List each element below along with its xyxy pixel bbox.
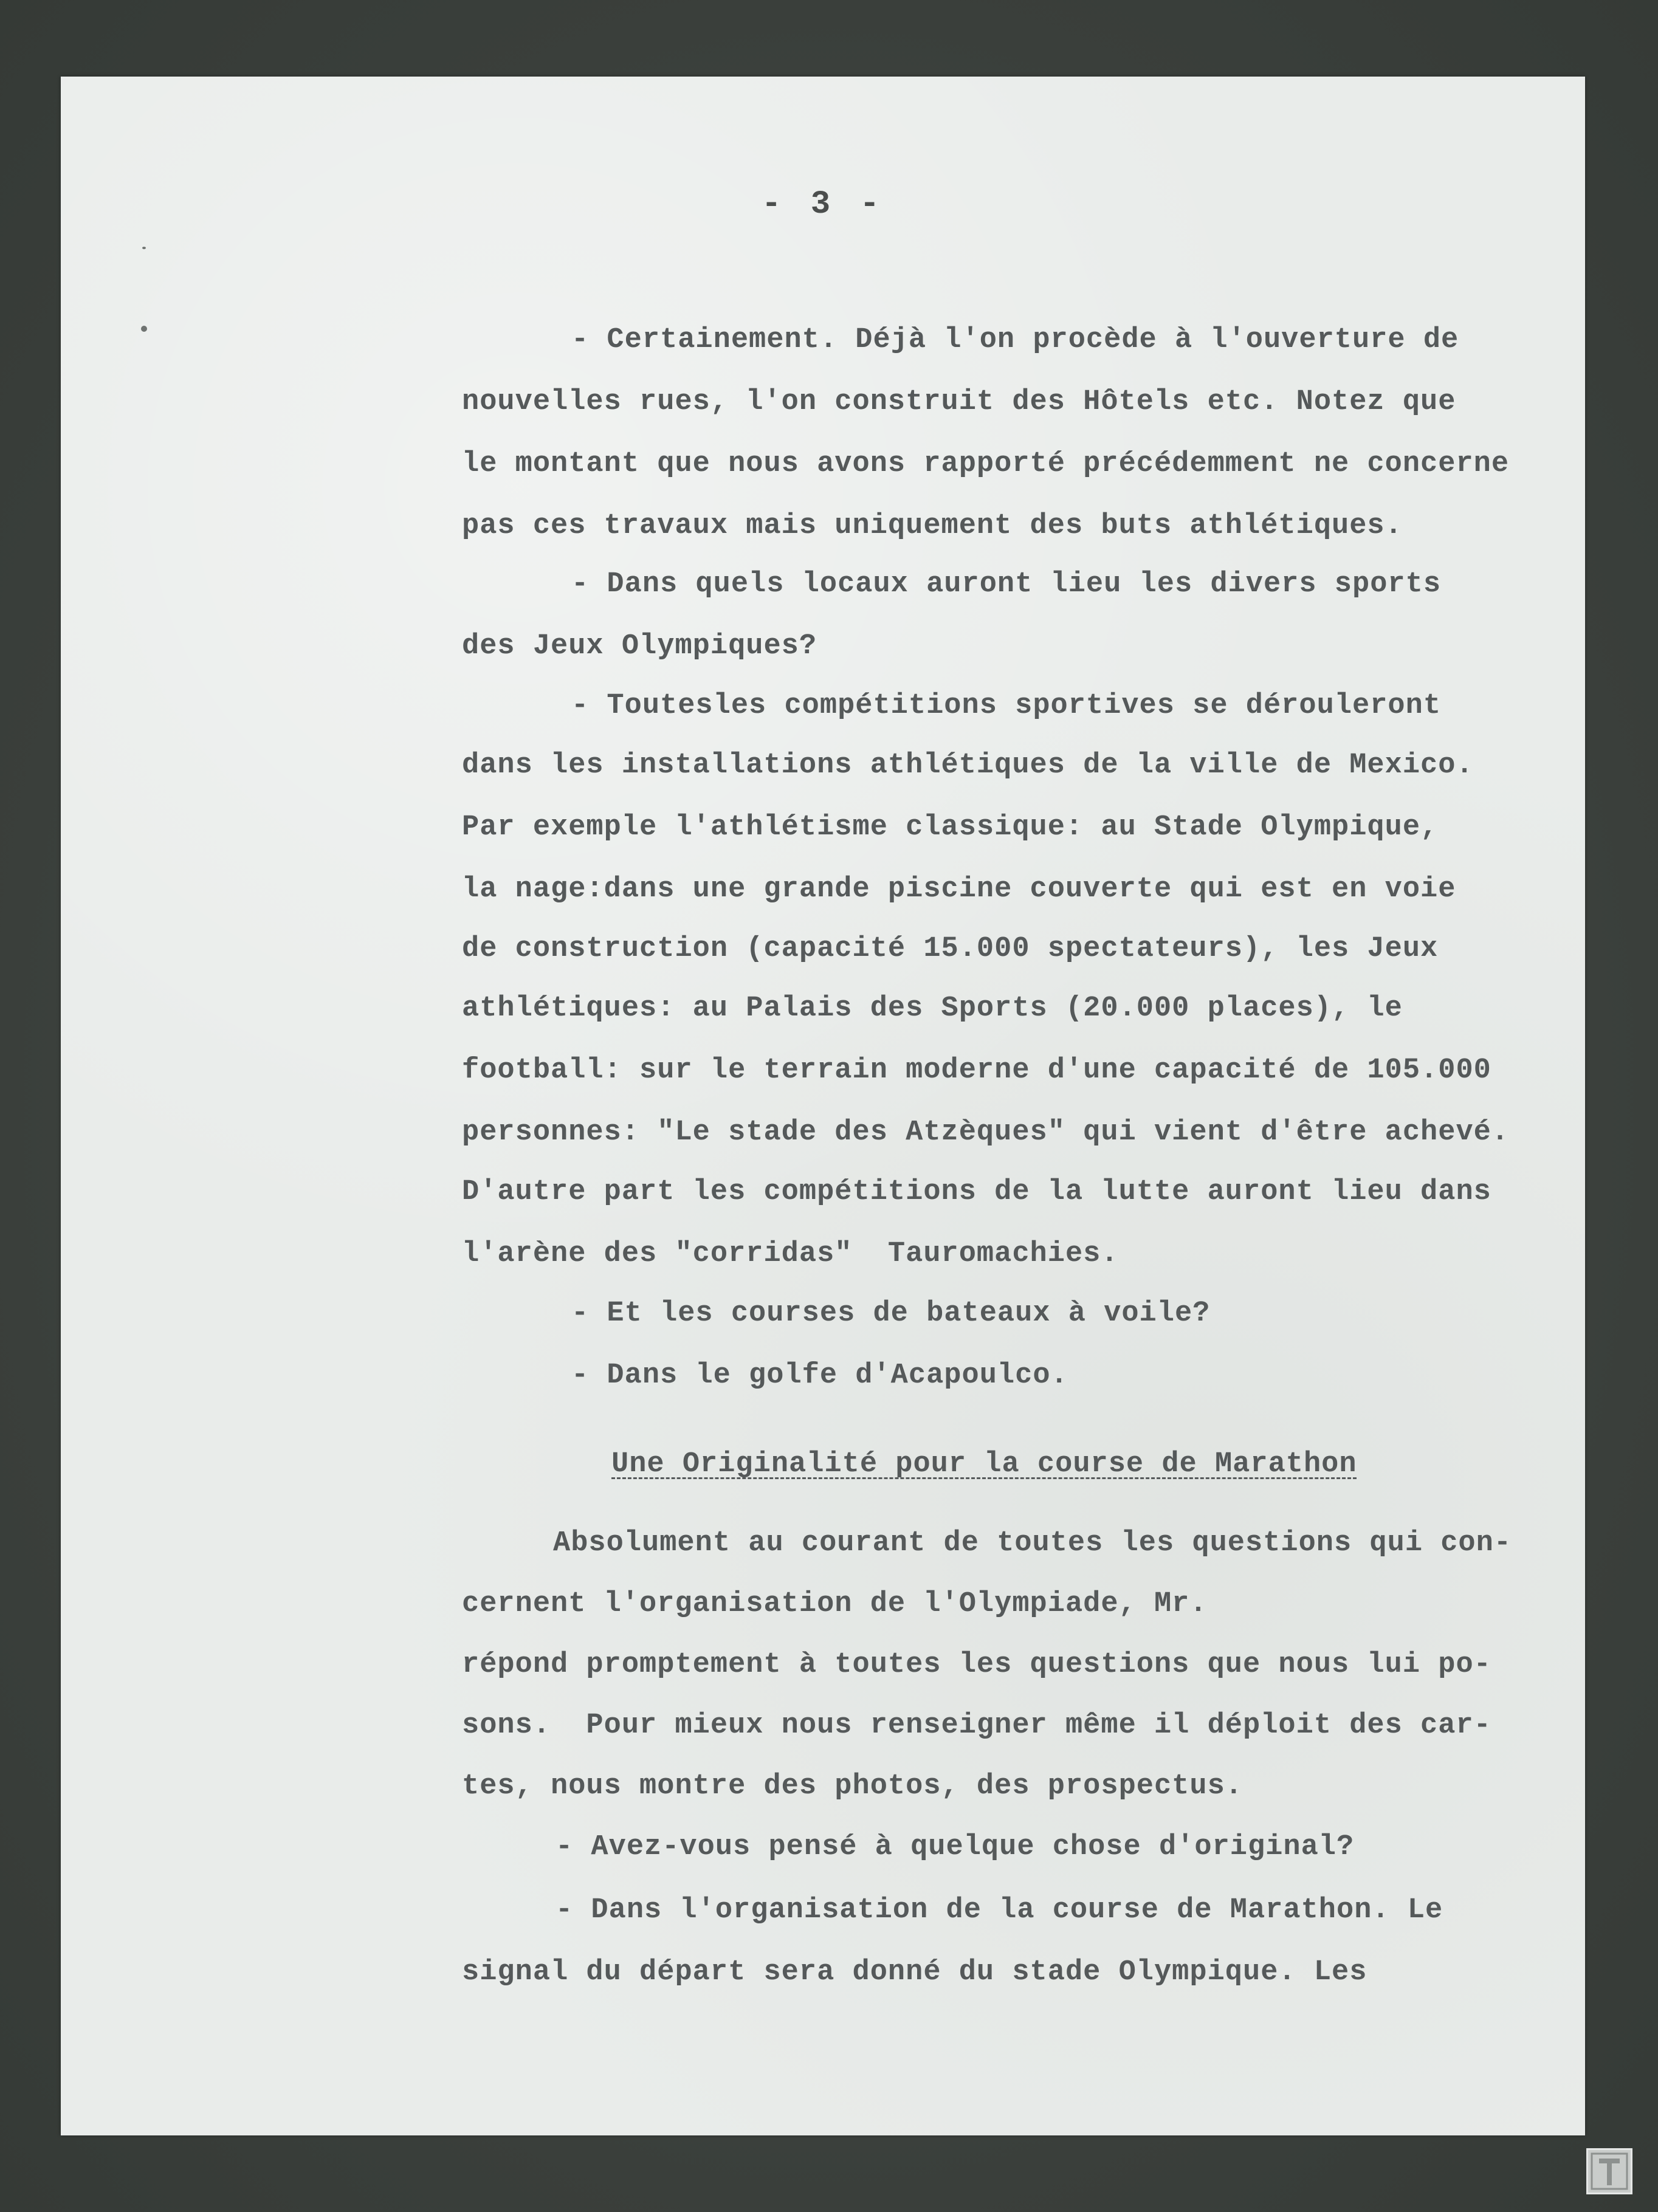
text-line: répond promptement à toutes les questions que nous lui po- (462, 1649, 1491, 1681)
text-line: tes, nous montre des photos, des prospectus. (462, 1770, 1244, 1802)
page-number: - 3 - (761, 186, 885, 223)
text-line: athlétiques: au Palais des Sports (20.000 places), le (462, 992, 1403, 1025)
text-line: la nage:dans une grande piscine couverte qui est en voie (462, 873, 1456, 905)
text-line: de construction (capacité 15.000 spectateurs), les Jeux (462, 933, 1439, 965)
text-line: - Toutesles compétitions sportives se dérouleront (571, 690, 1442, 722)
margin-specks (140, 241, 152, 362)
text-line: des Jeux Olympiques? (462, 630, 817, 662)
text-line: nouvelles rues, l'on construit des Hôtels etc. Notez que (462, 386, 1456, 418)
document-page (61, 77, 1585, 2135)
text-line: sons. Pour mieux nous renseigner même il déploit des car- (462, 1709, 1491, 1742)
text-line: signal du départ sera donné du stade Olympique. Les (462, 1956, 1367, 1988)
text-line: dans les installations athlétiques de la ville de Mexico. (462, 749, 1474, 781)
text-line: - Dans l'organisation de la course de Marathon. Le (556, 1894, 1443, 1926)
text-line: - Et les courses de bateaux à voile? (571, 1297, 1211, 1330)
text-line: - Certainement. Déjà l'on procède à l'ouverture de (571, 324, 1459, 356)
text-line: le montant que nous avons rapporté précédemment ne concerne (462, 448, 1510, 480)
text-line: pas ces travaux mais uniquement des buts athlétiques. (462, 510, 1403, 542)
text-line: l'arène des "corridas" Tauromachies. (462, 1238, 1119, 1270)
text-line: cernent l'organisation de l'Olympiade, Mr. (462, 1588, 1208, 1620)
text-line: - Dans quels locaux auront lieu les divers sports (571, 568, 1442, 600)
section-heading: Une Originalité pour la course de Marathon (611, 1448, 1357, 1480)
archive-stamp-logo (1586, 2148, 1632, 2194)
text-line: - Dans le golfe d'Acapoulco. (571, 1359, 1068, 1392)
text-line: football: sur le terrain moderne d'une capacité de 105.000 (462, 1054, 1491, 1087)
text-line: Absolument au courant de toutes les questions qui con- (553, 1527, 1512, 1559)
text-line: D'autre part les compétitions de la lutte auront lieu dans (462, 1176, 1491, 1208)
text-line: Par exemple l'athlétisme classique: au Stade Olympique, (462, 811, 1439, 843)
text-line: personnes: "Le stade des Atzèques" qui vient d'être achevé. (462, 1116, 1510, 1149)
text-line: - Avez-vous pensé à quelque chose d'original? (556, 1831, 1355, 1863)
